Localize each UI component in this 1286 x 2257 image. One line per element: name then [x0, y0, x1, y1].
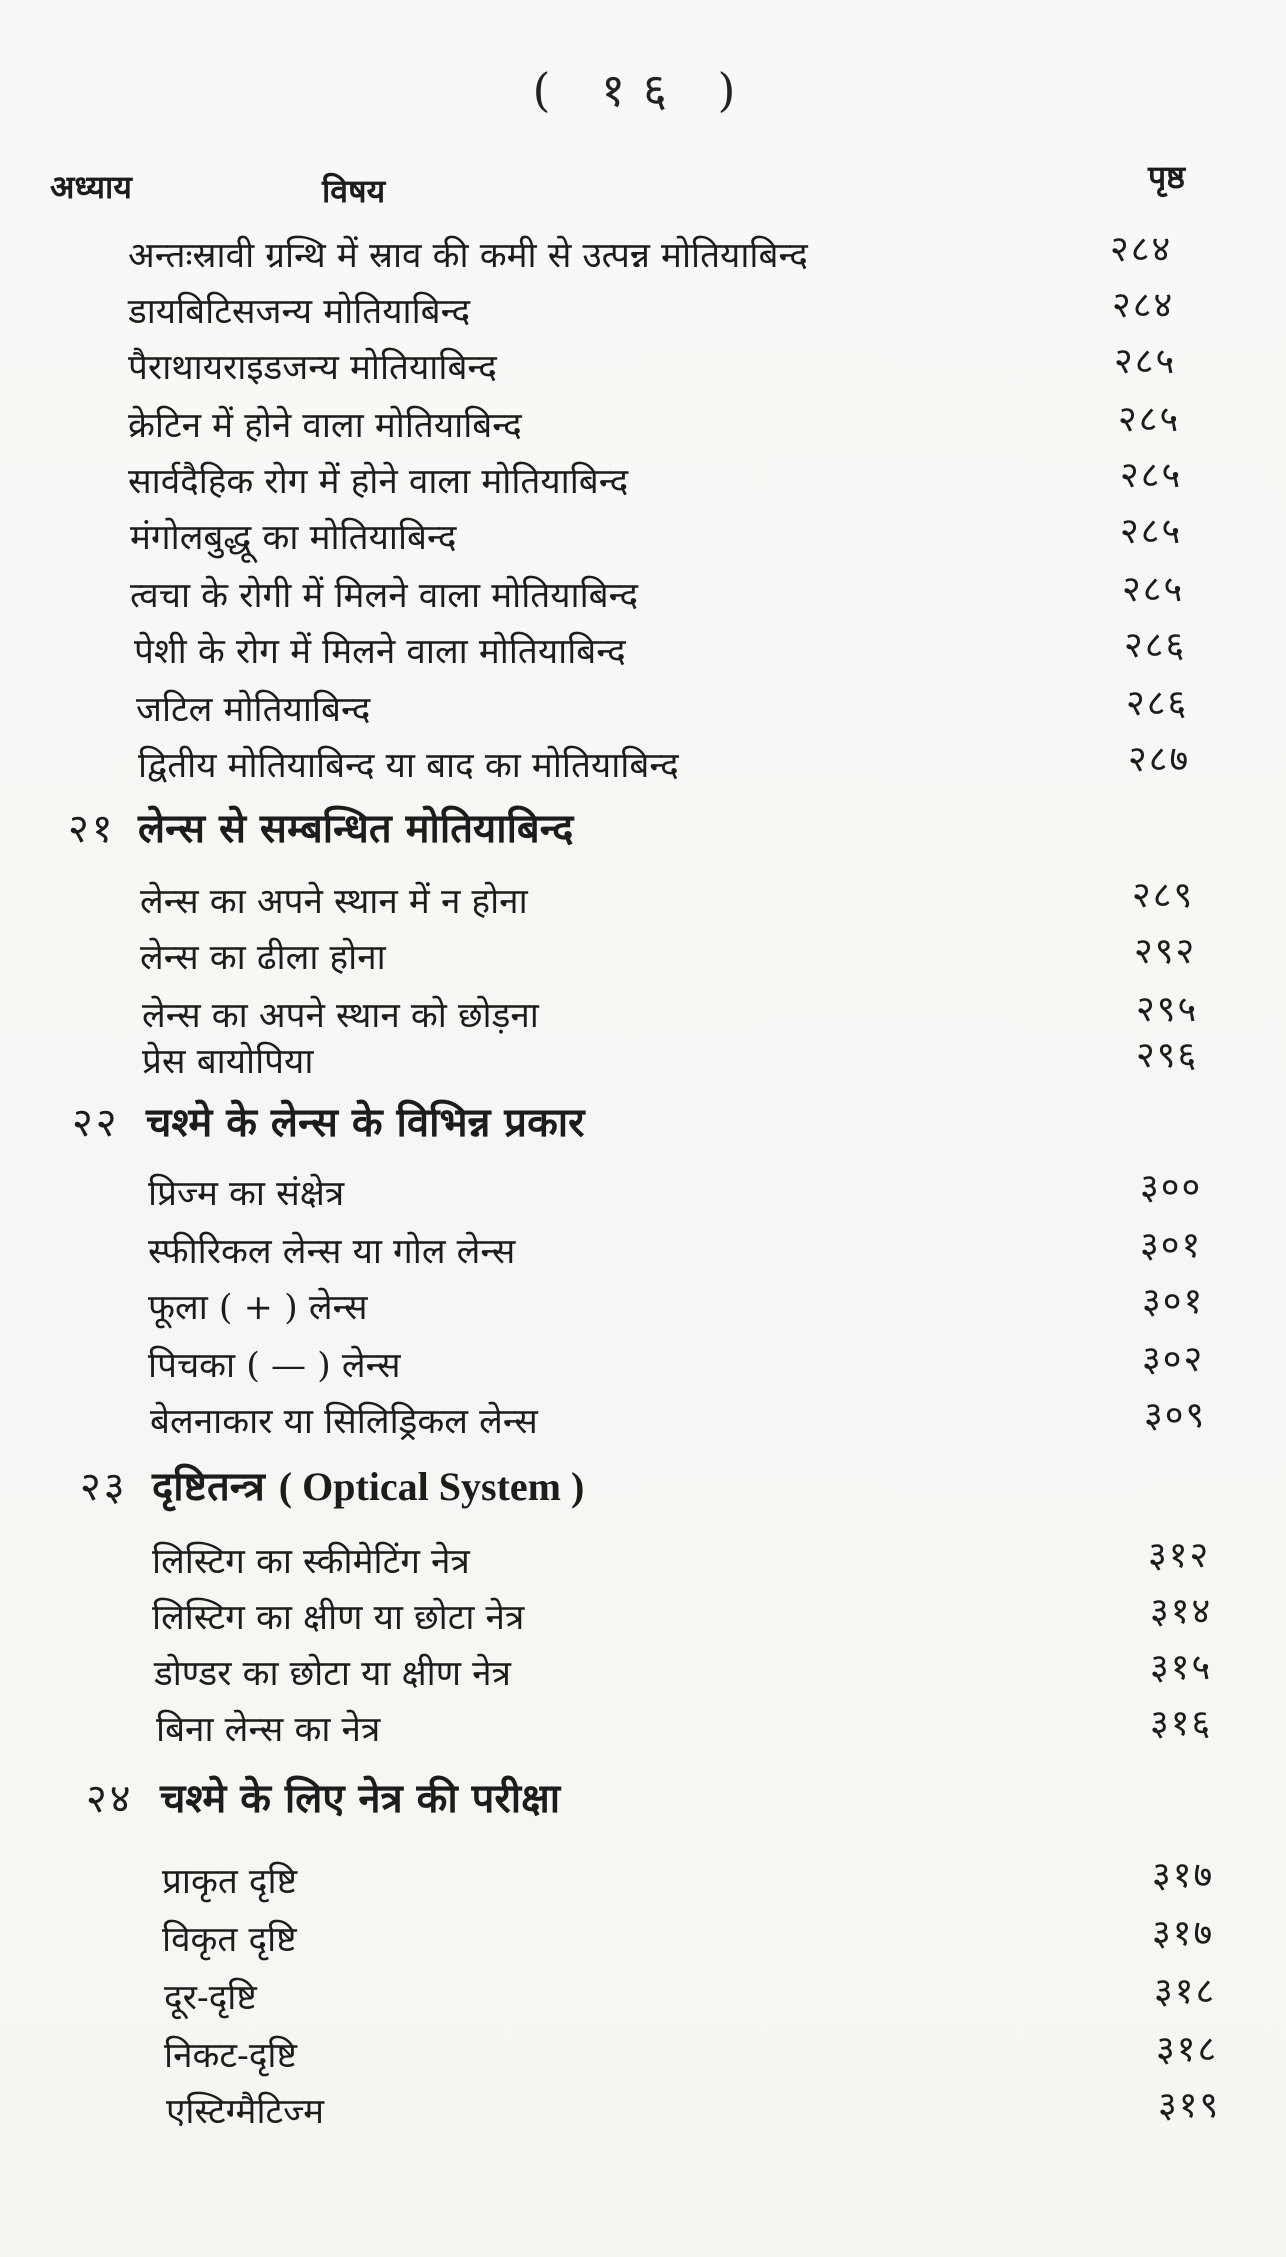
chapter-column-header: अध्याय [50, 168, 132, 206]
section-heading-24 [0, 1768, 1286, 1830]
entry-title: बिना लेन्स का नेत्र [156, 1710, 381, 1750]
entry-title: डायबिटिसजन्य मोतियाबिन्द [128, 292, 471, 332]
page-number: ( १६ ) [532, 63, 754, 117]
section-heading-22 [0, 1092, 1286, 1154]
entry-page: ३१९ [1158, 2085, 1221, 2126]
section-title-english: ( Optical System ) [278, 1464, 585, 1509]
entry-title: पिचका ( — ) लेन्स [148, 1346, 401, 1386]
toc-entry [0, 1338, 1286, 1394]
entry-title: दूर-दृष्टि [164, 1978, 257, 2018]
entry-page: ३१७ [1152, 1913, 1215, 1954]
entry-title: प्रिज्म का संक्षेत्र [148, 1174, 345, 1214]
entry-page: ३१८ [1154, 1971, 1217, 2012]
toc-entry [0, 1224, 1286, 1280]
entry-page: २८५ [1122, 569, 1185, 610]
section-number: २१ [68, 806, 116, 852]
toc-entry [0, 1970, 1286, 2026]
entry-page: २८४ [1110, 229, 1173, 270]
section-title: चश्मे के लेन्स के विभिन्न प्रकार [146, 1099, 585, 1146]
entry-title: लेन्स का ढीला होना [140, 938, 386, 978]
section-title: चश्मे के लिए नेत्र की परीक्षा [160, 1775, 561, 1822]
entry-page: २८५ [1120, 455, 1183, 496]
section-title-hindi: दृष्टितन्त्र [152, 1463, 265, 1510]
toc-entry [0, 510, 1286, 566]
entry-title: त्वचा के रोगी में मिलने वाला मोतियाबिन्द [130, 576, 639, 616]
entry-page: २८५ [1114, 341, 1177, 382]
toc-entry [0, 682, 1286, 738]
entry-title: लिस्टिग का क्षीण या छोटा नेत्र [152, 1598, 525, 1638]
entry-title: जटिल मोतियाबिन्द [136, 690, 371, 730]
section-number: २३ [80, 1464, 128, 1510]
page-column-header: पृष्ठ [1147, 158, 1185, 196]
section-heading-23 [0, 1456, 1286, 1518]
entry-page: २८५ [1120, 511, 1183, 552]
toc-entry [0, 454, 1286, 510]
toc-entry [0, 1394, 1286, 1450]
section-title: लेन्स से सम्बन्धित मोतियाबिन्द [138, 805, 574, 852]
entry-page: २८६ [1126, 683, 1189, 724]
entry-page: ३१८ [1156, 2029, 1219, 2070]
entry-page: ३१४ [1150, 1591, 1213, 1632]
entry-title: प्रेस बायोपिया [142, 1042, 314, 1082]
entry-page: ३१६ [1150, 1703, 1213, 1744]
entry-title: एस्टिग्मैटिज्म [166, 2092, 325, 2132]
toc-entry [0, 228, 1286, 284]
entry-title: लेन्स का अपने स्थान को छोड़ना [142, 996, 539, 1036]
entry-page: २८४ [1112, 285, 1175, 326]
toc-entry [0, 624, 1286, 680]
subject-column-header: विषय [322, 172, 386, 210]
entry-page: ३१७ [1152, 1855, 1215, 1896]
toc-entry [0, 2028, 1286, 2084]
entry-page: ३०० [1140, 1167, 1203, 1208]
entry-page: २९२ [1134, 931, 1197, 972]
entry-title: विकृत दृष्टि [162, 1920, 297, 1960]
section-number: २२ [72, 1100, 120, 1146]
entry-page: २९६ [1136, 1035, 1199, 1076]
entry-title: बेलनाकार या सिलिड्रिकल लेन्स [150, 1402, 538, 1442]
entry-title: पैराथायराइडजन्य मोतियाबिन्द [128, 348, 497, 388]
entry-page: २८७ [1128, 739, 1191, 780]
entry-title: सार्वदैहिक रोग में होने वाला मोतियाबिन्द [128, 462, 629, 502]
entry-title: पेशी के रोग में मिलने वाला मोतियाबिन्द [134, 632, 626, 672]
toc-entry [0, 738, 1286, 794]
toc-entry [0, 1854, 1286, 1910]
toc-entry [0, 1912, 1286, 1968]
toc-entry [0, 1280, 1286, 1336]
toc-entry [0, 1166, 1286, 1222]
toc-entry [0, 1034, 1286, 1090]
section-heading-21 [0, 798, 1286, 860]
toc-entry [0, 398, 1286, 454]
entry-page: २९५ [1136, 989, 1199, 1030]
section-number: २४ [86, 1776, 134, 1822]
entry-page: ३१५ [1150, 1647, 1213, 1688]
entry-page: ३०९ [1144, 1395, 1207, 1436]
entry-title: लिस्टिग का स्कीमेटिंग नेत्र [152, 1542, 470, 1582]
toc-entry [0, 1702, 1286, 1758]
toc-entry [0, 1646, 1286, 1702]
entry-title: प्राकृत दृष्टि [162, 1862, 298, 1902]
entry-page: ३०१ [1140, 1225, 1203, 1266]
toc-entry [0, 1590, 1286, 1646]
entry-title: मंगोलबुद्धू का मोतियाबिन्द [130, 518, 457, 558]
entry-title: लेन्स का अपने स्थान में न होना [140, 882, 528, 922]
entry-page: २८९ [1132, 875, 1195, 916]
entry-title: फूला ( + ) लेन्स [148, 1288, 368, 1328]
toc-entry [0, 874, 1286, 930]
toc-entry [0, 930, 1286, 986]
entry-page: ३०२ [1142, 1339, 1205, 1380]
toc-entry [0, 568, 1286, 624]
entry-title: द्वितीय मोतियाबिन्द या बाद का मोतियाबिन्द [138, 746, 679, 786]
section-title [152, 1456, 584, 1518]
toc-entry [0, 284, 1286, 340]
toc-header [50, 158, 1185, 225]
toc-entry [0, 340, 1286, 396]
entry-page: ३१२ [1148, 1535, 1211, 1576]
entry-title: निकट-दृष्टि [164, 2036, 297, 2076]
toc-entry [0, 2084, 1286, 2140]
entry-title: क्रेटिन में होने वाला मोतियाबिन्द [128, 406, 522, 446]
entry-page: २८५ [1118, 399, 1181, 440]
toc-entry [0, 1534, 1286, 1590]
entry-page: ३०१ [1142, 1281, 1205, 1322]
entry-title: अन्तःस्रावी ग्रन्थि में स्राव की कमी से उत्पन्न मोतियाबिन्द [128, 236, 808, 276]
entry-title: स्फीरिकल लेन्स या गोल लेन्स [148, 1232, 516, 1272]
entry-title: डोण्डर का छोटा या क्षीण नेत्र [154, 1654, 511, 1694]
entry-page: २८६ [1124, 625, 1187, 666]
